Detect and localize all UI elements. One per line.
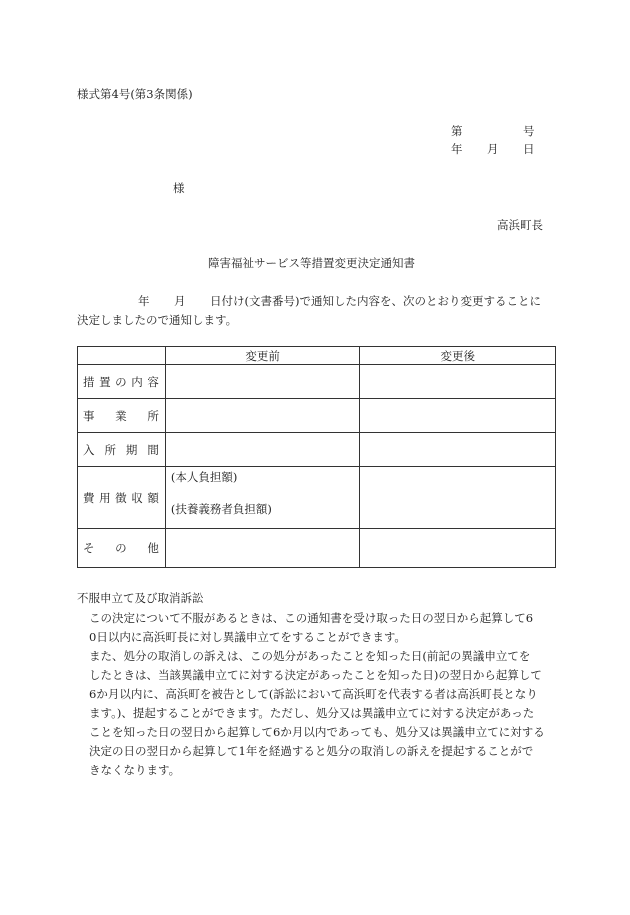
- issuer: 高浜町長: [497, 218, 543, 232]
- appeal-p2-line4: ます。)、提起することができます。ただし、処分又は異議申立てに対する決定があった: [89, 706, 535, 720]
- header-before: 変更前: [165, 347, 360, 365]
- row-label-content: 措置の内容: [78, 365, 166, 399]
- appeal-p1-line2: 0日以内に高浜町長に対し異議申立てをすることができます。: [89, 630, 406, 644]
- appeal-p2-line7: きなくなります。: [89, 763, 181, 777]
- header-after: 変更後: [360, 347, 556, 365]
- table-row: [78, 365, 556, 399]
- appeal-p2-line2: したときは、当該異議申立てに対する決定があったことを知った日)の翌日から起算して: [89, 668, 542, 682]
- header-blank-cell: [78, 347, 166, 365]
- appeal-p2-line1: また、処分の取消しの訴えは、この処分があったことを知った日(前記の異議申立てを: [89, 649, 531, 663]
- cell-before-office[interactable]: [165, 399, 360, 433]
- cell-before-content[interactable]: [165, 365, 360, 399]
- fee-sub-guardian: (扶養義務者負担額): [170, 502, 272, 516]
- cell-after-other[interactable]: [360, 529, 556, 568]
- row-label-period: 入所期間: [78, 433, 166, 467]
- intro-line1: 日付け(文書番号)で通知した内容を、次のとおり変更することに: [210, 294, 541, 308]
- cell-after-period[interactable]: [360, 433, 556, 467]
- change-table: [77, 346, 556, 568]
- row-label-fee: 費用徴収額: [78, 467, 166, 529]
- cell-before-period[interactable]: [165, 433, 360, 467]
- intro-month: 月: [174, 294, 186, 308]
- cell-after-content[interactable]: [360, 365, 556, 399]
- cell-after-office[interactable]: [360, 399, 556, 433]
- appeal-heading: 不服申立て及び取消訴訟: [77, 591, 204, 605]
- appeal-p2-line3: 6か月以内に、高浜町を被告として(訴訟において高浜町を代表する者は高浜町長となり: [89, 687, 538, 701]
- row-label-office: 事業所: [78, 399, 166, 433]
- table-row: [78, 399, 556, 433]
- intro-year: 年: [138, 294, 150, 308]
- doc-number-prefix: 第: [451, 124, 463, 138]
- appeal-p1-line1: この決定について不服があるときは、この通知書を受け取った日の翌日から起算して6: [89, 611, 534, 625]
- form-id: 様式第4号(第3条関係): [77, 87, 193, 101]
- addressee-suffix: 様: [173, 181, 185, 195]
- table-row: [78, 529, 556, 568]
- cell-before-fee[interactable]: [165, 467, 360, 529]
- cell-before-other[interactable]: [165, 529, 360, 568]
- document-title: 障害福祉サービス等措置変更決定通知書: [208, 256, 415, 270]
- doc-number-suffix: 号: [523, 124, 535, 138]
- appeal-paragraph-1: [77, 609, 557, 780]
- appeal-p2-line6: 決定の日の翌日から起算して1年を経過すると処分の取消しの訴えを提起することがで: [89, 744, 534, 758]
- cell-after-fee[interactable]: [360, 467, 556, 529]
- doc-date-month: 月: [487, 142, 499, 156]
- table-row: [78, 467, 556, 529]
- table-row: [78, 433, 556, 467]
- intro-line2: 決定しましたので通知します。: [77, 313, 238, 327]
- appeal-p2-line5: ことを知った日の翌日から起算して6か月以内であっても、処分又は異議申立てに対する: [89, 725, 545, 739]
- table-header-row: [78, 347, 556, 365]
- fee-sub-self: (本人負担額): [170, 470, 238, 484]
- doc-date-day: 日: [523, 142, 535, 156]
- row-label-other: その他: [78, 529, 166, 568]
- doc-date-year: 年: [451, 142, 463, 156]
